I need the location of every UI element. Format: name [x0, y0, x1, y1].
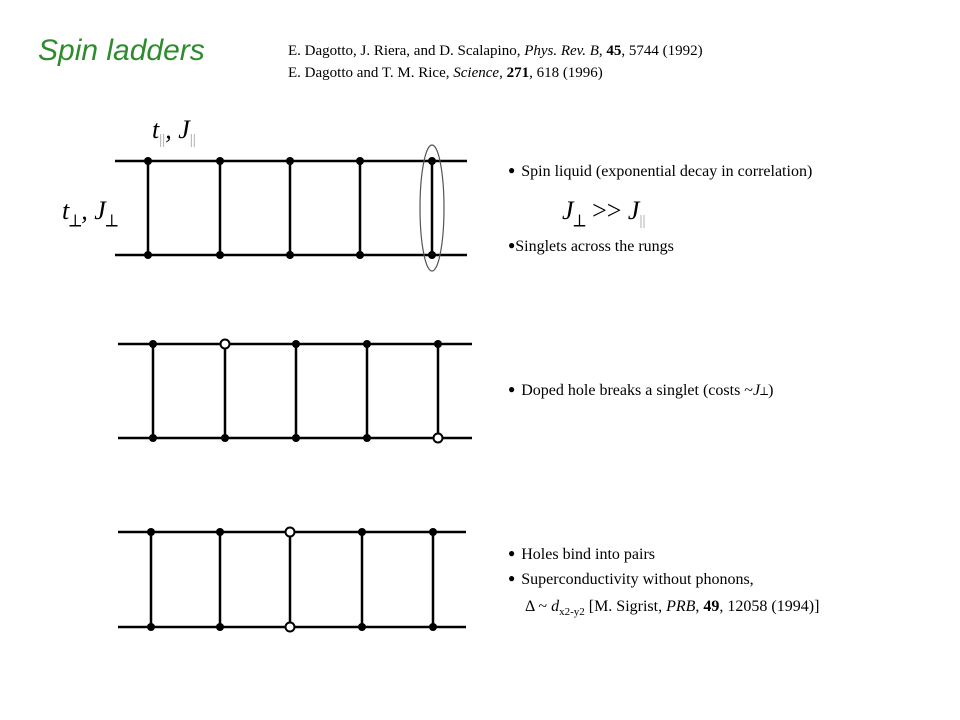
- bullet-j-sub: ⟂: [760, 384, 769, 398]
- ladder-single-holes-site-bottom-3: [363, 434, 371, 442]
- label-perp-sub-1: ⟂: [69, 210, 82, 230]
- ladder-undoped-site-bottom-1: [216, 251, 224, 259]
- ladder-hole-pair-hole-top-2: [286, 528, 295, 537]
- ladder-hole-pair-site-top-1: [216, 528, 224, 536]
- relation-rhs-sub: ||: [639, 213, 646, 229]
- sigrist-volume: 49: [703, 598, 720, 615]
- reference-1: E. Dagotto, J. Riera, and D. Scalapino, Phys. Rev. B, 45, 5744 (1992): [288, 43, 703, 59]
- ladder-single-holes-site-top-0: [149, 340, 157, 348]
- label-t-par: t: [152, 115, 160, 144]
- ladder-undoped-site-bottom-2: [286, 251, 294, 259]
- bullet-text: Superconductivity without phonons,: [521, 571, 754, 588]
- bullet-dot-icon: ●: [508, 238, 516, 252]
- ref1-authors: E. Dagotto, J. Riera, and D. Scalapino,: [288, 43, 525, 59]
- ladder-undoped-site-bottom-0: [144, 251, 152, 259]
- relation-operator: >>: [585, 196, 628, 225]
- ref1-journal: Phys. Rev. B: [524, 43, 599, 59]
- sigrist-rest: , 12058 (1994)]: [719, 598, 820, 615]
- ladder-single-holes-site-bottom-1: [221, 434, 229, 442]
- ref2-volume: 271: [506, 65, 530, 81]
- ref2-rest: , 618 (1996): [529, 65, 603, 81]
- ladder-undoped-site-top-3: [356, 157, 364, 165]
- ladder-single-holes-site-top-3: [363, 340, 371, 348]
- d-subscript: x2-y2: [559, 606, 585, 619]
- ladder-hole-pair-site-top-4: [429, 528, 437, 536]
- sigrist-journal: PRB: [666, 598, 696, 615]
- ladder-hole-pair-site-top-3: [358, 528, 366, 536]
- bullet-text: Singlets across the rungs: [515, 238, 674, 255]
- label-par-sep: ,: [165, 115, 179, 144]
- ref2-authors: E. Dagotto and T. M. Rice,: [288, 65, 454, 81]
- label-par-sub-2: ||: [189, 132, 196, 148]
- bullet-text-end: ): [768, 382, 774, 399]
- ladder-undoped-site-top-0: [144, 157, 152, 165]
- relation-lhs-sub: ⟂: [573, 210, 586, 230]
- d-symbol: d: [551, 598, 560, 615]
- label-t-perp: t: [62, 196, 70, 225]
- ladder-undoped-site-top-1: [216, 157, 224, 165]
- label-j-perp: J: [94, 196, 106, 225]
- ladder-hole-pair-site-bottom-1: [216, 623, 224, 631]
- bullet-text: Holes bind into pairs: [521, 546, 656, 563]
- ladder-undoped-site-top-2: [286, 157, 294, 165]
- label-j-par: J: [178, 115, 190, 144]
- bullet-text: Spin liquid (exponential decay in correlation): [521, 163, 813, 180]
- sigrist-text: [M. Sigrist,: [584, 598, 667, 615]
- delta-text: Δ ~: [525, 598, 552, 615]
- ref1-volume: 45: [606, 43, 622, 59]
- label-perp-sep: ,: [81, 196, 95, 225]
- bullet-dot-icon: ●: [508, 571, 516, 585]
- bullet-j: J: [752, 382, 761, 399]
- ref1-rest: , 5744 (1992): [621, 43, 703, 59]
- bullet-dot-icon: ●: [508, 163, 516, 177]
- ladder-undoped-site-top-4: [428, 157, 436, 165]
- page-title: Spin ladders: [38, 34, 205, 67]
- relation-rhs: J: [627, 196, 640, 225]
- ladder-undoped-site-bottom-4: [428, 251, 436, 259]
- relation-lhs: J: [562, 196, 574, 225]
- ladder-hole-pair-hole-bottom-2: [286, 623, 295, 632]
- ladder-single-holes-site-top-4: [434, 340, 442, 348]
- bullet-dot-icon: ●: [508, 382, 516, 396]
- ladder-single-holes-hole-top-1: [221, 340, 230, 349]
- sigrist-sep: ,: [695, 598, 704, 615]
- ladder-hole-pair-site-top-0: [147, 528, 155, 536]
- label-par-sub-1: ||: [159, 132, 166, 148]
- bullet-text: Doped hole breaks a singlet (costs ~: [521, 382, 753, 399]
- ladder-single-holes-site-bottom-0: [149, 434, 157, 442]
- ladder-undoped-site-bottom-3: [356, 251, 364, 259]
- bullet-dot-icon: ●: [508, 546, 516, 560]
- ladder-hole-pair-site-bottom-0: [147, 623, 155, 631]
- label-perp-sub-2: ⟂: [105, 210, 118, 230]
- ladder-single-holes-site-top-2: [292, 340, 300, 348]
- ref2-journal: Science: [453, 65, 500, 81]
- ladder-hole-pair-site-bottom-4: [429, 623, 437, 631]
- reference-2: E. Dagotto and T. M. Rice, Science, 271, 618 (1996): [288, 65, 603, 81]
- ladder-hole-pair-site-bottom-3: [358, 623, 366, 631]
- ladder-single-holes-hole-bottom-4: [434, 434, 443, 443]
- ladder-single-holes-site-bottom-2: [292, 434, 300, 442]
